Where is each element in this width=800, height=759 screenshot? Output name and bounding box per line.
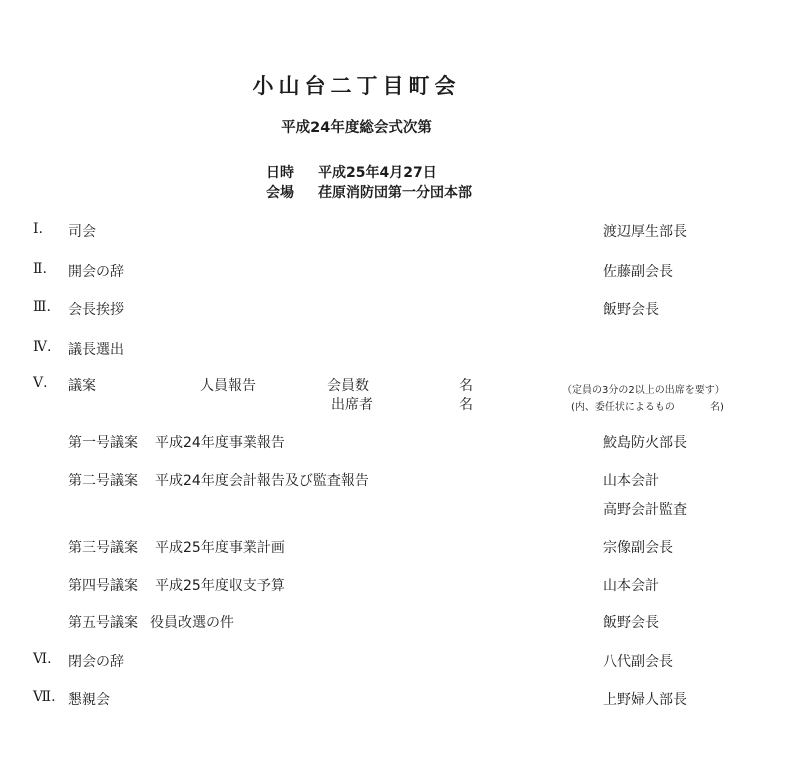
proposal-person: 鮫島防火部長 (603, 435, 687, 451)
proposal-label: 第三号議案 (68, 540, 138, 556)
proposal-title: 平成24年度事業報告 (155, 435, 285, 451)
proxy-note: (内、委任状によるもの (571, 402, 675, 413)
attendees-count-label: 出席者 (331, 397, 373, 413)
proposal-label: 第一号議案 (68, 435, 138, 451)
proposal-title: 平成25年度事業計画 (155, 540, 285, 556)
proposal-label: 第五号議案 (68, 615, 138, 631)
item-number: Ⅲ. (33, 299, 51, 315)
item-label: 閉会の辞 (68, 654, 124, 670)
item-number: Ⅱ. (33, 261, 47, 277)
item-person: 飯野会長 (603, 302, 659, 318)
item-label: 司会 (68, 224, 96, 240)
item-label: 議長選出 (68, 342, 124, 358)
item-number: Ⅰ. (33, 221, 43, 237)
item-number: Ⅶ. (33, 689, 56, 705)
proposal-person: 飯野会長 (603, 615, 659, 631)
item-person: 上野婦人部長 (603, 692, 687, 708)
date-value: 平成25年4月27日 (318, 165, 437, 181)
quorum-note: （定員の3分の2以上の出席を要す） (562, 385, 725, 396)
proposal-person: 山本会計 (603, 578, 659, 594)
members-count-label: 会員数 (327, 378, 369, 394)
item-number: Ⅵ. (33, 651, 52, 667)
item-person: 渡辺厚生部長 (603, 224, 687, 240)
proposal-title: 平成25年度収支予算 (155, 578, 285, 594)
item-person: 佐藤副会長 (603, 264, 673, 280)
proposal-title: 役員改選の件 (150, 615, 234, 631)
item-label: 会長挨拶 (68, 302, 124, 318)
proposal-title: 平成24年度会計報告及び監査報告 (155, 473, 369, 489)
proxy-unit: 名) (710, 402, 724, 413)
item-person: 八代副会長 (603, 654, 673, 670)
document-title: 小山台二丁目町会 (252, 74, 461, 98)
date-label: 日時 (266, 165, 294, 181)
item-number: Ⅳ. (33, 339, 52, 355)
item-label: 開会の辞 (68, 264, 124, 280)
proposal-label: 第二号議案 (68, 473, 138, 489)
proposal-person-secondary: 高野会計監査 (603, 502, 687, 518)
proposal-person: 山本会計 (603, 473, 659, 489)
item-label: 議案 (68, 378, 96, 394)
venue-label: 会場 (266, 185, 294, 201)
attendees-count-unit: 名 (459, 397, 473, 413)
proposal-person: 宗像副会長 (603, 540, 673, 556)
venue-value: 荏原消防団第一分団本部 (318, 185, 472, 201)
members-count-unit: 名 (459, 378, 473, 394)
document-subtitle: 平成24年度総会式次第 (281, 120, 432, 136)
proposal-label: 第四号議案 (68, 578, 138, 594)
item-number: Ⅴ. (33, 375, 48, 391)
item-label: 懇親会 (68, 692, 110, 708)
attendance-report-label: 人員報告 (200, 378, 256, 394)
